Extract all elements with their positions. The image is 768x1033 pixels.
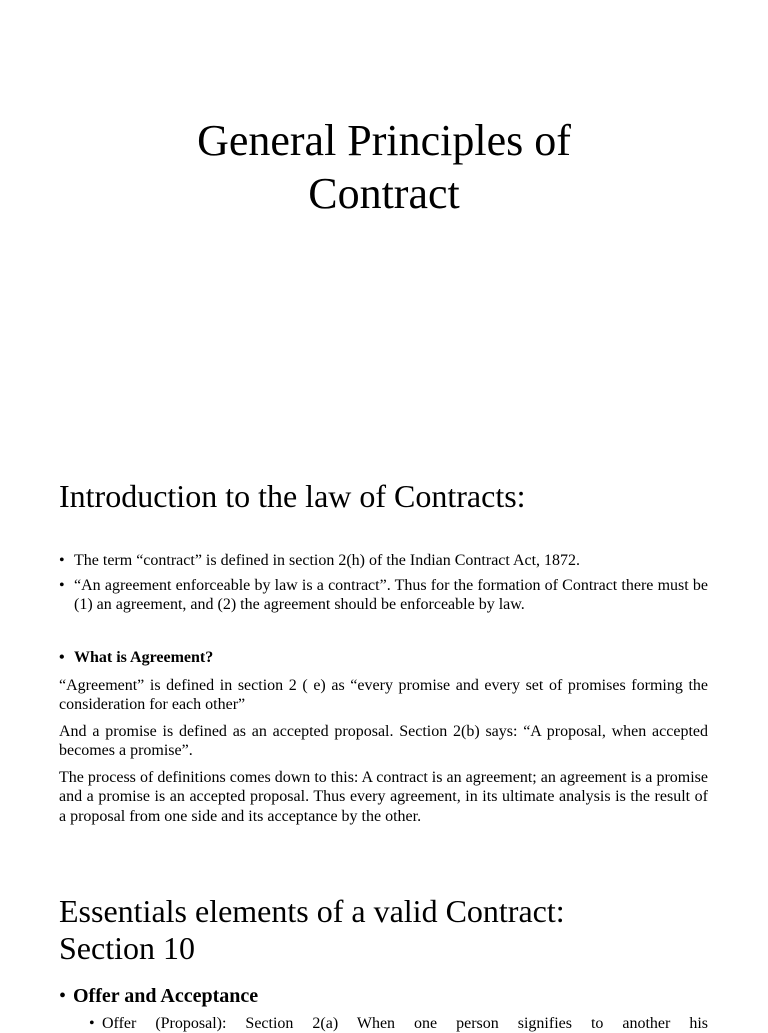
slide-title	[0, 114, 768, 220]
essentials-heading-line-1: Essentials elements of a valid Contract:	[59, 893, 565, 929]
slide-title-line-2: Contract	[308, 169, 460, 218]
offer-acceptance-heading: • Offer and Acceptance	[59, 984, 708, 1008]
slide-title-line-1: General Principles of	[197, 116, 571, 165]
agreement-question: • What is Agreement?	[59, 648, 708, 668]
intro-bullet-1: • The term “contract” is defined in section 2(h) of the Indian Contract Act, 1872.	[59, 551, 708, 571]
agreement-paragraph-3: The process of definitions comes down to this: A contract is an agreement; an agreement is a promise and a promise is an accepted proposal. Thus every agreement, in its ultimate analysis is the result of a proposal from one side and its acceptance by the other.	[59, 768, 708, 825]
essentials-heading	[59, 893, 719, 967]
offer-sub-bullet: • Offer (Proposal): Section 2(a) When one person signifies to another his	[89, 1014, 708, 1033]
offer-section	[59, 984, 708, 1033]
agreement-section	[59, 648, 708, 833]
agreement-paragraph-2: And a promise is defined as an accepted proposal. Section 2(b) says: “A proposal, when accepted becomes a promise”.	[59, 722, 708, 759]
essentials-heading-line-2: Section 10	[59, 930, 195, 966]
agreement-paragraph-1: “Agreement” is defined in section 2 ( e) as “every promise and every set of promises forming the consideration for each other”	[59, 676, 708, 713]
intro-bullet-2: • “An agreement enforceable by law is a contract”. Thus for the formation of Contract there must be (1) an agreement, and (2) the agreement should be enforceable by law.	[59, 576, 708, 615]
intro-bullet-list	[59, 551, 708, 620]
intro-heading: Introduction to the law of Contracts:	[59, 478, 526, 514]
